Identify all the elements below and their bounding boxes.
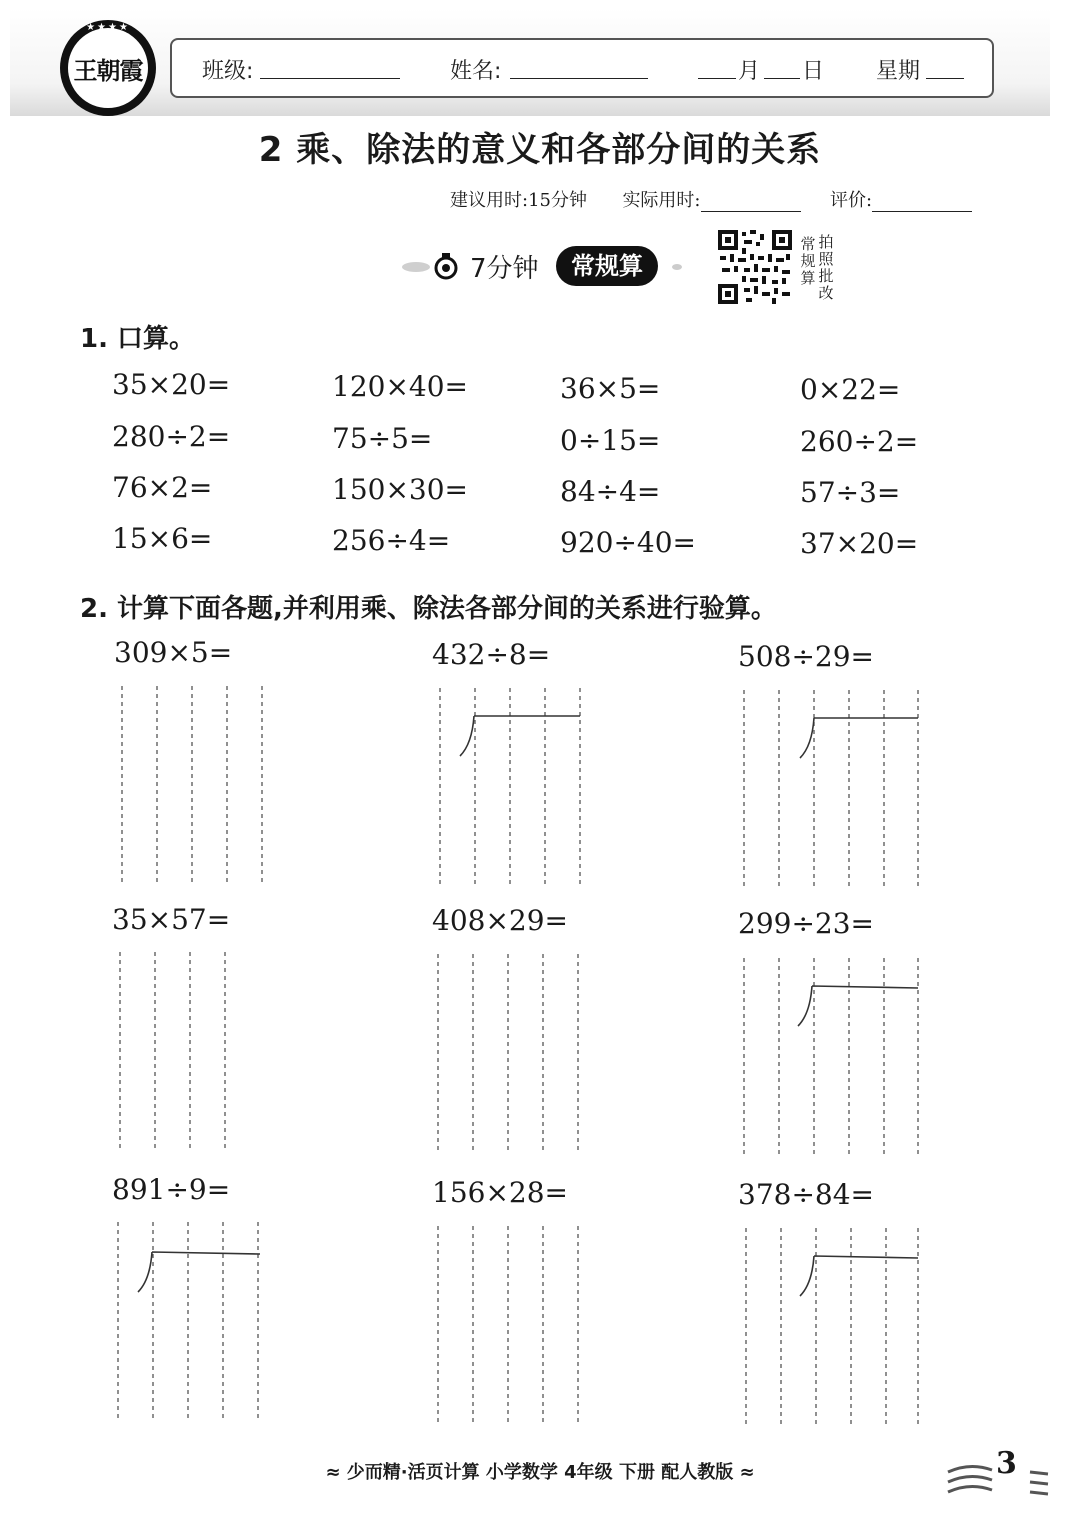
written-problem: 299÷23=	[738, 907, 874, 940]
dotted-guides-5	[438, 954, 578, 1152]
oral-problem: 76×2=	[112, 471, 213, 504]
oral-problem: 120×40=	[332, 370, 468, 403]
written-problem: 35×57=	[112, 903, 231, 936]
oral-problem: 256÷4=	[332, 524, 451, 557]
oral-problem: 920÷40=	[560, 526, 696, 559]
written-problem: 156×28=	[432, 1176, 568, 1209]
category-tag: 常规算	[556, 246, 658, 286]
oral-problem: 15×6=	[112, 522, 213, 555]
oral-problem: 35×20=	[112, 368, 231, 401]
written-problem: 309×5=	[114, 636, 233, 669]
oral-problem: 0÷15=	[560, 424, 661, 457]
oral-problem: 57÷3=	[800, 476, 901, 509]
logo-text: 王朝霞	[73, 55, 143, 85]
division-bracket	[798, 986, 918, 1026]
page-number: 3	[996, 1446, 1017, 1481]
oral-problem: 280÷2=	[112, 420, 231, 453]
logo-stars-icon: ★★★★	[86, 22, 130, 33]
class-label: 班级:	[202, 59, 254, 84]
oral-problem: 0×22=	[800, 373, 901, 406]
actual-time-label: 实际用时:	[622, 190, 701, 211]
oral-problem: 36×5=	[560, 372, 661, 405]
month-label: 月	[738, 59, 761, 84]
written-problem: 408×29=	[432, 904, 568, 937]
suggested-time: 建议用时:15分钟	[450, 190, 587, 211]
oral-problem: 75÷5=	[332, 422, 433, 455]
dotted-guides-8	[438, 1226, 578, 1424]
written-problem: 891÷9=	[112, 1173, 231, 1206]
written-problem: 508÷29=	[738, 640, 874, 673]
oral-problem: 260÷2=	[800, 425, 919, 458]
dotted-guides-7	[118, 1222, 258, 1420]
qr-caption-2: 拍照批改	[818, 233, 834, 302]
dotted-guides-2	[440, 688, 580, 884]
written-problem: 432÷8=	[432, 638, 551, 671]
weekday-label: 星期	[876, 59, 921, 84]
oral-problem: 84÷4=	[560, 475, 661, 508]
division-bracket	[800, 718, 918, 758]
dotted-guides-3	[744, 690, 918, 886]
oral-problem: 37×20=	[800, 527, 919, 560]
dotted-guides-1	[122, 686, 262, 882]
section1-title: 1. 口算。	[80, 324, 196, 354]
division-bracket	[460, 716, 580, 756]
footer-text: ≈ 少而精·活页计算 小学数学 4年级 下册 配人教版 ≈	[325, 1462, 755, 1483]
page-title: 2 乘、除法的意义和各部分间的关系	[258, 130, 822, 170]
qr-caption-1: 常规算	[800, 235, 816, 287]
dotted-guides-4	[120, 952, 225, 1150]
division-bracket	[800, 1256, 918, 1296]
division-bracket	[138, 1252, 260, 1292]
timer-text: 7分钟	[470, 254, 539, 284]
section2-title: 2. 计算下面各题,并利用乘、除法各部分间的关系进行验算。	[80, 594, 777, 624]
written-problem: 378÷84=	[738, 1178, 874, 1211]
oral-problem: 150×30=	[332, 473, 468, 506]
day-label: 日	[802, 59, 825, 84]
name-label: 姓名:	[450, 59, 502, 84]
rating-label: 评价:	[829, 190, 873, 211]
